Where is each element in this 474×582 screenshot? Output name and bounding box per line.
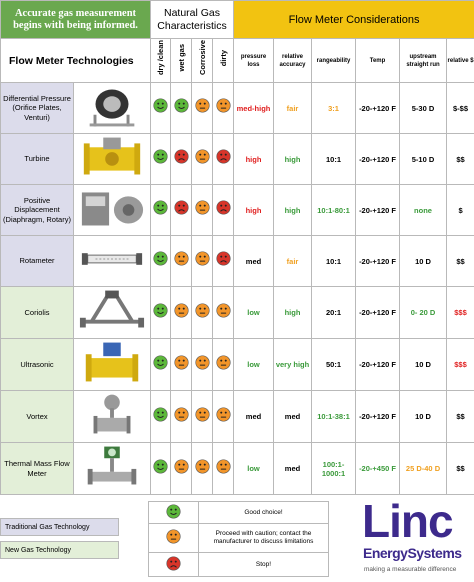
pressure-loss-value: high [245,154,262,164]
temp-cell [356,83,400,134]
rating-cell [192,339,213,391]
temp-value: -20-+120 F [359,360,396,369]
legend-text: Proceed with caution; contact the manufacturer to discuss limitations [213,530,314,545]
rating-cell [213,339,234,391]
table-row [1,83,474,134]
rating-cell [213,83,234,134]
green-face-icon [153,303,168,318]
orange-face-icon [174,407,189,422]
accuracy-value: fair [286,256,299,266]
cost-value: $$ [456,412,465,421]
rating-cell [171,185,192,236]
accuracy-value: high [284,154,301,164]
coriolis-meter-icon [78,288,146,332]
red-face-icon [174,200,189,215]
pressure-loss-cell [234,287,274,339]
orange-face-icon [166,529,181,544]
upstream-cell [400,134,447,185]
meter-image-cell [74,339,151,391]
orange-face-icon [195,407,210,422]
green-face-icon [153,407,168,422]
pressure-loss-value: med-high [236,103,271,113]
green-face-icon [153,200,168,215]
cost-value: $ [458,205,463,215]
rating-cell [213,287,234,339]
col-temp-label: Temp [369,57,386,64]
orange-face-icon [216,407,231,422]
key-new [0,541,119,559]
temp-cell [356,236,400,287]
red-face-icon [174,149,189,164]
orifice-plate-icon [78,84,146,128]
accuracy-value: med [284,464,301,473]
cost-cell [447,287,474,339]
technology-name: Rotameter [19,256,55,266]
col-relative-cost-label: relative $ [447,57,474,64]
green-face-icon [166,504,181,519]
rating-cell [171,391,192,443]
col-dry-clean-label: dry /clean [156,40,166,76]
rangeability-value: 50:1 [326,360,342,369]
upstream-value: 5-30 D [411,103,435,113]
orange-face-icon [216,459,231,474]
upstream-value: 10 D [415,360,431,369]
intro-banner-text: Accurate gas measurement begins with being informed. [13,7,138,31]
thermal-mass-meter-icon [78,444,146,488]
rating-cell [192,236,213,287]
technologies-header [1,39,151,83]
rating-cell [151,287,171,339]
green-face-icon [153,355,168,370]
col-dirty-label: dirty [218,49,228,67]
cost-value: $$ [456,256,465,266]
cost-value: $-$$ [453,103,469,113]
pressure-loss-cell [234,185,274,236]
rangeability-cell [312,83,356,134]
accuracy-value: very high [275,360,310,369]
rating-cell [192,185,213,236]
rating-cell [151,236,171,287]
orange-face-icon [174,355,189,370]
pressure-loss-cell [234,134,274,185]
temp-value: -20-+120 F [359,154,396,164]
col-upstream [400,39,447,83]
rating-cell [171,134,192,185]
green-face-icon [153,149,168,164]
accuracy-cell [274,391,312,443]
upstream-cell [400,391,447,443]
pd-meter-icon [78,186,146,230]
upstream-value: 10 D [415,412,431,421]
orange-face-icon [174,459,189,474]
turbine-meter-icon [78,135,146,179]
rating-cell [213,443,234,495]
orange-face-icon [174,303,189,318]
temp-cell [356,134,400,185]
col-wet-gas [171,39,192,83]
linc-logo [360,496,474,582]
col-pressure-loss-label: pressure loss [240,53,267,68]
technologies-header-text: Flow Meter Technologies [9,54,134,67]
upstream-cell [400,236,447,287]
pressure-loss-cell [234,83,274,134]
logo-sub: EnergySystems [363,545,462,561]
rangeability-cell [312,236,356,287]
legend-text-cell [199,502,329,524]
technology-name: Positive Displacement (Diaphragm, Rotary) [3,195,71,224]
orange-face-icon [216,303,231,318]
green-face-icon [153,251,168,266]
key-traditional-text: Traditional Gas Technology [5,524,90,531]
upstream-cell [400,443,447,495]
natural-gas-header-text: Natural Gas Characteristics [157,6,227,32]
col-corrosive-label: Corrosive [197,40,207,76]
rating-cell [213,134,234,185]
meter-image-cell [74,83,151,134]
pressure-loss-value: med [245,256,262,266]
logo-word: Linc [362,495,453,547]
cost-value: $$$ [454,360,467,369]
pressure-loss-value: low [247,308,260,317]
red-face-icon [216,149,231,164]
accuracy-value: fair [286,103,299,113]
orange-face-icon [216,98,231,113]
legend-text: Stop! [255,560,272,568]
col-dirty [213,39,234,83]
rangeability-cell [312,185,356,236]
legend-face-cell [149,502,199,524]
accuracy-cell [274,443,312,495]
cost-cell [447,83,474,134]
rangeability-value: 10:1 [326,256,342,266]
col-upstream-label: upstream straight run [406,53,440,68]
red-face-icon [216,251,231,266]
rating-cell [171,339,192,391]
rangeability-value: 100:1-1000:1 [321,459,346,478]
accuracy-value: high [284,308,301,317]
intro-banner [1,1,151,39]
legend-face-cell [149,553,199,577]
temp-cell [356,287,400,339]
pressure-loss-cell [234,443,274,495]
col-corrosive [192,39,213,83]
technology-name: Ultrasonic [20,359,54,369]
key-traditional [0,518,119,536]
rangeability-value: 3:1 [328,103,339,113]
orange-face-icon [195,251,210,266]
rating-cell [192,287,213,339]
orange-face-icon [195,303,210,318]
temp-cell [356,185,400,236]
legend-row [149,553,329,577]
temp-value: -20-+120 F [359,412,396,421]
technology-name-cell [1,134,74,185]
technology-name-cell [1,236,74,287]
technology-name: Differential Pressure (Orifice Plates, Venturi) [3,93,71,122]
green-face-icon [174,98,189,113]
upstream-value: 25 D-40 D [405,464,441,473]
rating-cell [192,443,213,495]
technology-name-cell [1,339,74,391]
rating-cell [151,339,171,391]
cost-cell [447,339,474,391]
pressure-loss-value: low [247,464,260,473]
col-relative-accuracy-label: relative accuracy [279,53,306,68]
col-relative-accuracy [274,39,312,83]
col-wet-gas-label: wet gas [176,44,186,72]
orange-face-icon [174,251,189,266]
orange-face-icon [195,200,210,215]
accuracy-value: high [284,205,301,215]
rating-cell [151,443,171,495]
technology-name-cell [1,391,74,443]
flow-meter-considerations-header [234,1,474,39]
meter-image-cell [74,443,151,495]
upstream-value: 0- 20 D [410,308,436,317]
cost-value: $$$ [454,308,467,317]
meter-image-cell [74,287,151,339]
accuracy-value: med [284,412,301,421]
technology-name: Turbine [24,154,50,164]
technology-name: Vortex [26,411,48,421]
rating-cell [151,391,171,443]
upstream-value: 10 D [415,256,431,266]
accuracy-cell [274,339,312,391]
temp-cell [356,339,400,391]
table-row [1,391,474,443]
accuracy-cell [274,134,312,185]
meter-image-cell [74,134,151,185]
rangeability-value: 10:1-38:1 [317,412,350,421]
legend-text: Good choice! [244,508,283,516]
rating-cell [213,185,234,236]
technology-name: Thermal Mass Flow Meter [4,459,70,478]
table-row [1,287,474,339]
col-rangeability-label: rangeability [316,57,351,64]
temp-value: -20-+450 F [359,464,396,473]
rating-cell [151,134,171,185]
rating-cell [171,443,192,495]
technology-name-cell [1,83,74,134]
pressure-loss-value: high [245,205,262,215]
technology-name-cell [1,443,74,495]
rating-cell [171,236,192,287]
temp-cell [356,443,400,495]
flow-meter-considerations-text: Flow Meter Considerations [288,13,420,26]
accuracy-cell [274,185,312,236]
orange-face-icon [195,98,210,113]
pressure-loss-cell [234,339,274,391]
legend-row [149,524,329,553]
key-new-text: New Gas Technology [5,547,72,554]
rating-cell [192,391,213,443]
rating-cell [192,83,213,134]
pressure-loss-cell [234,391,274,443]
legend-row [149,502,329,524]
temp-value: -20-+120 F [359,308,396,317]
meter-image-cell [74,391,151,443]
temp-value: -20-+120 F [359,256,396,266]
col-pressure-loss [234,39,274,83]
legend-text-cell [199,553,329,577]
table-row [1,185,474,236]
table-row [1,236,474,287]
orange-face-icon [195,459,210,474]
green-face-icon [153,98,168,113]
technology-name-cell [1,287,74,339]
logo-tagline: making a measurable difference [364,566,457,573]
legend-table [148,501,329,577]
col-temp [356,39,400,83]
rangeability-value: 10:1-80:1 [317,205,350,215]
rotameter-icon [78,237,146,281]
rating-cell [171,287,192,339]
cost-cell [447,443,474,495]
technology-name-cell [1,185,74,236]
col-relative-cost [447,39,474,83]
temp-value: -20-+120 F [359,103,396,113]
rangeability-value: 10:1 [326,154,342,164]
cost-cell [447,391,474,443]
accuracy-cell [274,236,312,287]
upstream-cell [400,185,447,236]
table-row [1,134,474,185]
rating-cell [213,391,234,443]
cost-value: $$ [456,154,465,164]
cost-value: $$ [456,464,465,473]
meter-image-cell [74,185,151,236]
rangeability-cell [312,391,356,443]
pressure-loss-value: med [245,412,262,421]
orange-face-icon [195,355,210,370]
rangeability-cell [312,134,356,185]
rangeability-cell [312,287,356,339]
vortex-meter-icon [78,392,146,436]
upstream-cell [400,83,447,134]
pressure-loss-cell [234,236,274,287]
green-face-icon [153,459,168,474]
orange-face-icon [195,149,210,164]
rangeability-value: 20:1 [326,308,342,317]
cost-cell [447,236,474,287]
cost-cell [447,134,474,185]
orange-face-icon [216,355,231,370]
upstream-cell [400,287,447,339]
rating-cell [192,134,213,185]
red-face-icon [166,556,181,571]
legend-text-cell [199,524,329,553]
rating-cell [171,83,192,134]
pressure-loss-value: low [247,360,260,369]
table-row [1,443,474,495]
col-rangeability [312,39,356,83]
temp-value: -20-+120 F [359,205,396,215]
accuracy-cell [274,83,312,134]
rangeability-cell [312,443,356,495]
rating-cell [213,236,234,287]
table-row [1,339,474,391]
upstream-cell [400,339,447,391]
rating-cell [151,185,171,236]
upstream-value: none [414,205,432,215]
legend-face-cell [149,524,199,553]
col-dry-clean [151,39,171,83]
temp-cell [356,391,400,443]
accuracy-cell [274,287,312,339]
rating-cell [151,83,171,134]
technology-name: Coriolis [24,307,50,317]
natural-gas-header [151,1,234,39]
meter-image-cell [74,236,151,287]
rangeability-cell [312,339,356,391]
upstream-value: 5-10 D [411,154,435,164]
red-face-icon [216,200,231,215]
cost-cell [447,185,474,236]
ultrasonic-meter-icon [78,340,146,384]
